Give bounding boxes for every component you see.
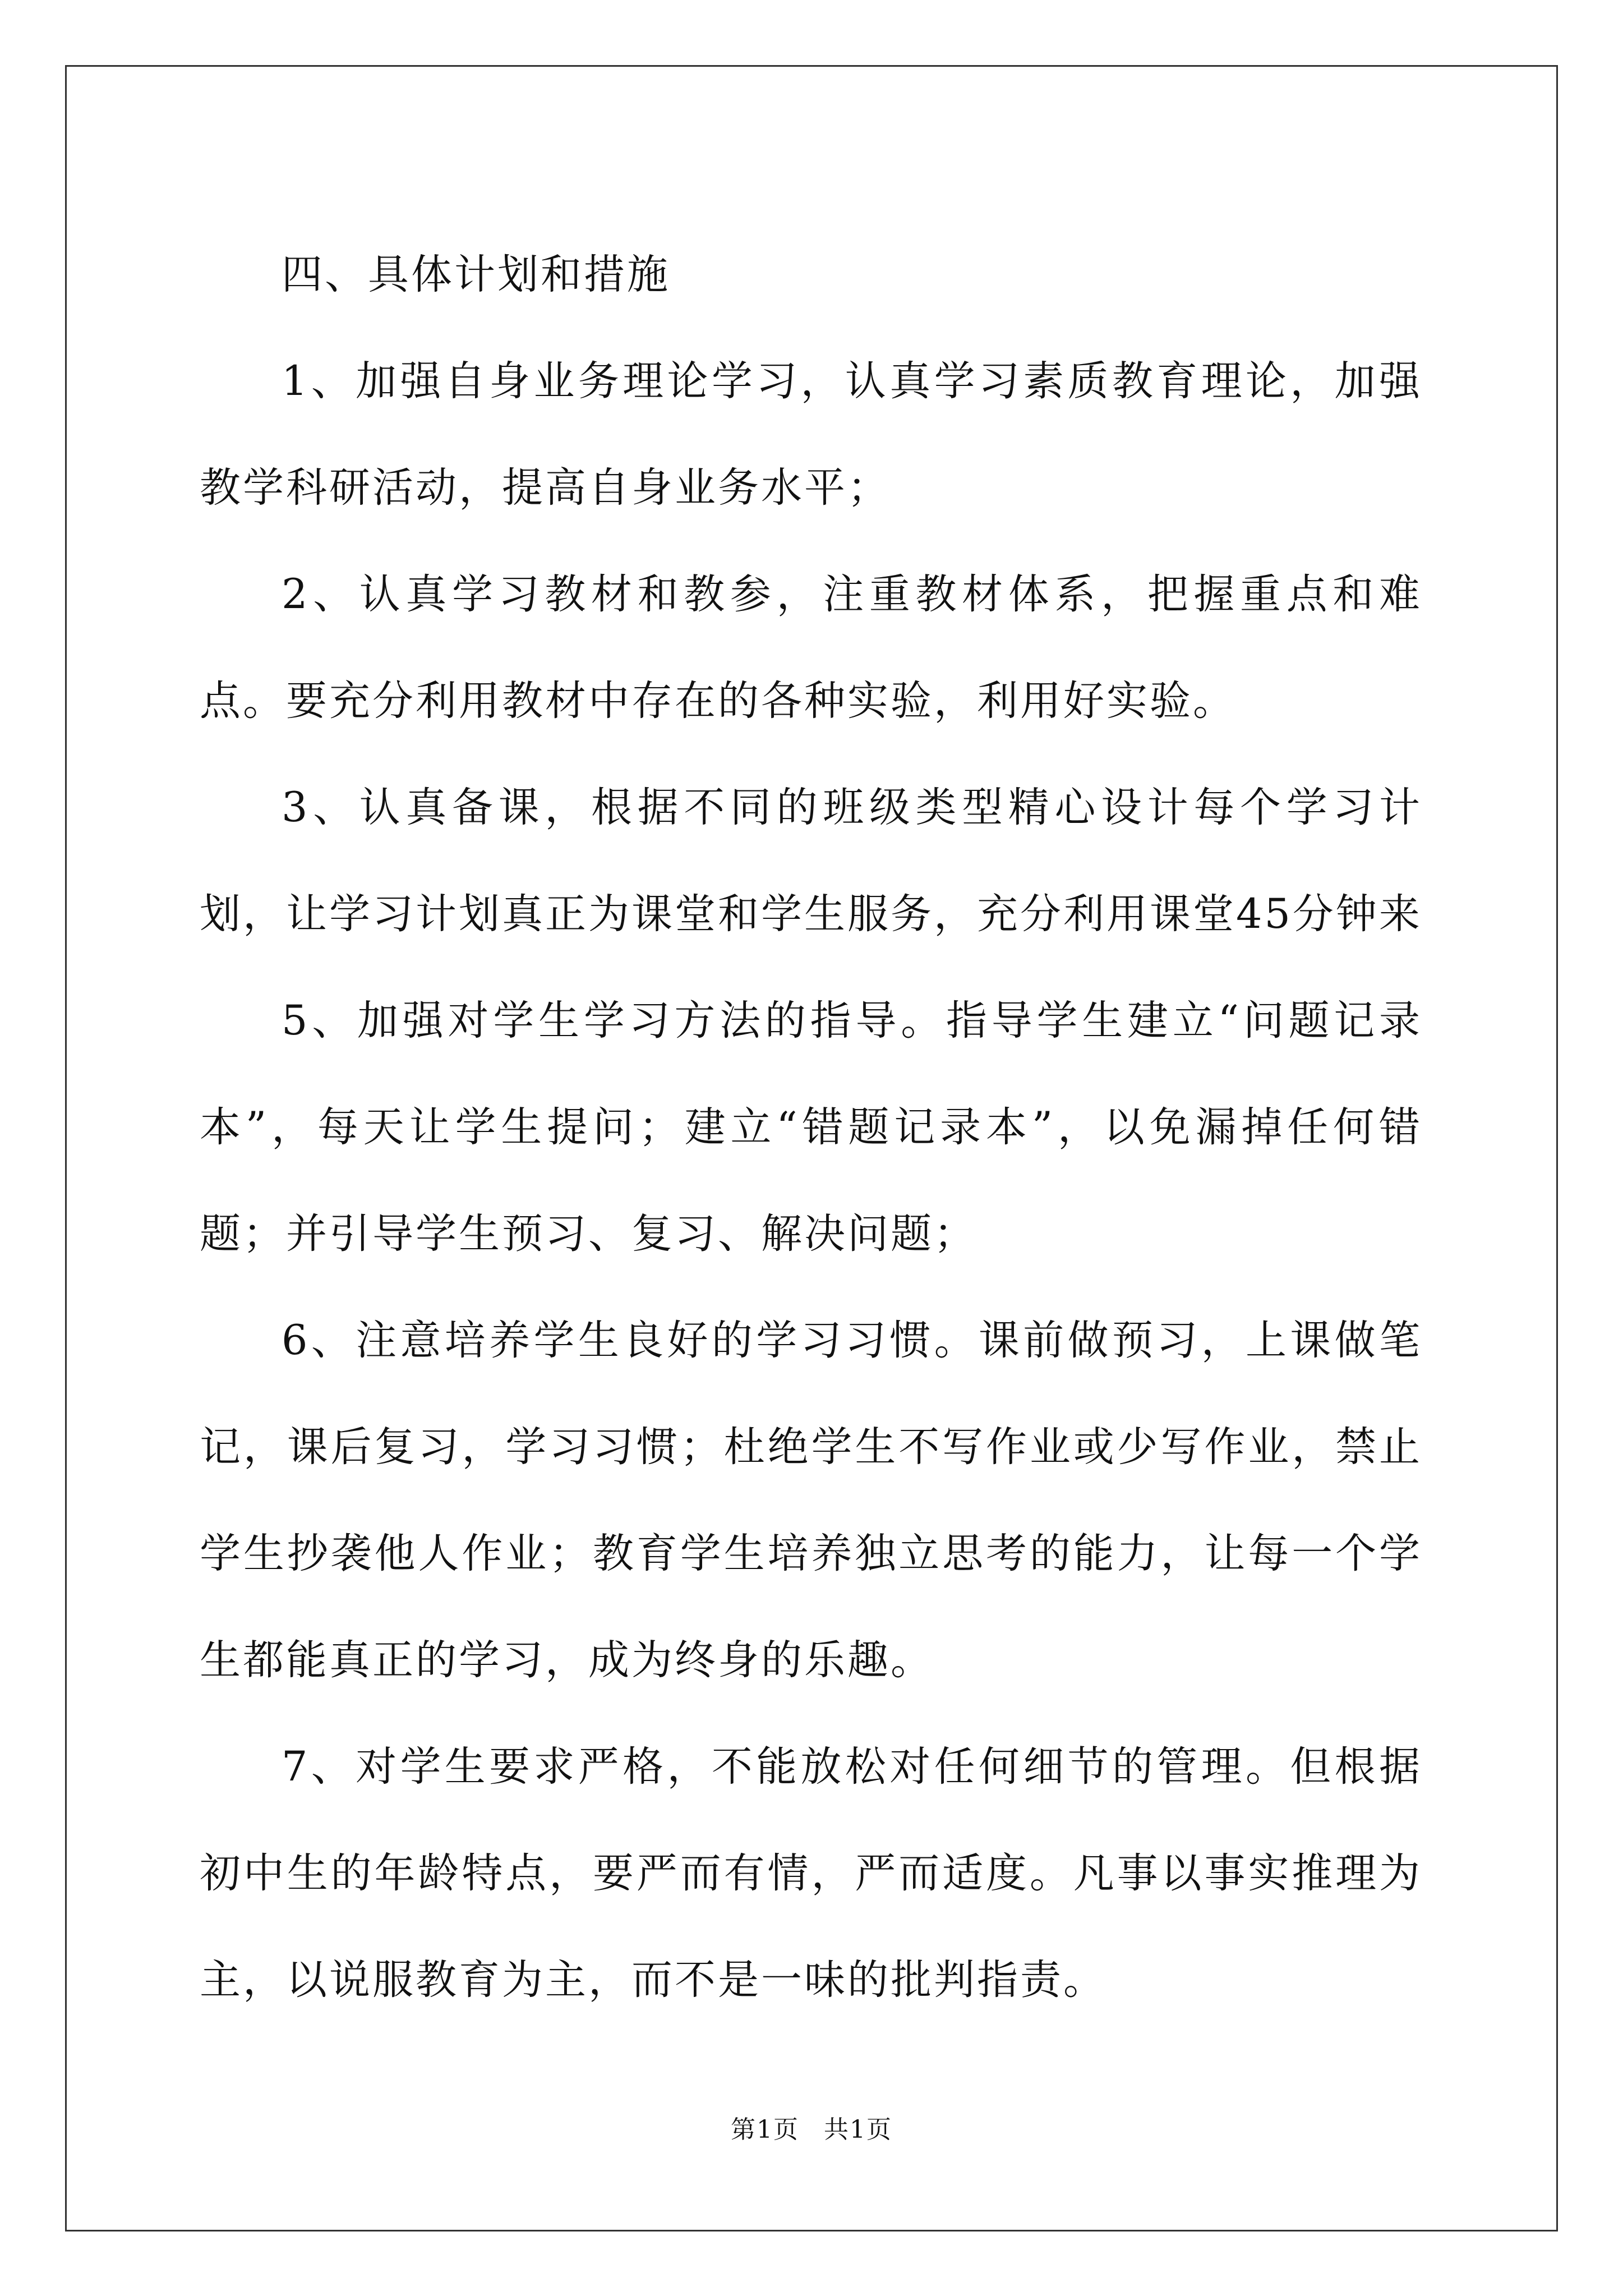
paragraph-5: 5、加强对学生学习方法的指导。指导学生建立“问题记录本”，每天让学生提问；建立“错题记录本”，以免漏掉任何错题；并引导学生预习、复习、解决问题； (200, 997, 1422, 1258)
paragraph-6: 6、注意培养学生良好的学习习惯。课前做预习，上课做笔记，课后复习，学习习惯；杜绝学生不写作业或少写作业，禁止学生抄袭他人作业；教育学生培养独立思考的能力，让每一个学生都能真正的学习，成为终身的乐趣。 (200, 1317, 1422, 1684)
page-number: 第1页 (731, 2115, 799, 2144)
page-footer (0, 2109, 1623, 2145)
document-body (200, 222, 1422, 2033)
page-total: 共1页 (824, 2115, 892, 2144)
paragraph-7: 7、对学生要求严格，不能放松对任何细节的管理。但根据初中生的年龄特点，要严而有情，严而适度。凡事以事实推理为主，以说服教育为主，而不是一味的批判指责。 (200, 1743, 1422, 2004)
section-heading: 四、具体计划和措施 (282, 251, 670, 298)
paragraph-1: 1、加强自身业务理论学习，认真学习素质教育理论，加强教学科研活动，提高自身业务水平； (200, 357, 1422, 512)
paragraph-3: 3、认真备课，根据不同的班级类型精心设计每个学习计划，让学习计划真正为课堂和学生服务，充分利用课堂45分钟来 (200, 784, 1422, 938)
paragraph-2: 2、认真学习教材和教参，注重教材体系，把握重点和难点。要充分利用教材中存在的各种实验，利用好实验。 (200, 570, 1422, 725)
